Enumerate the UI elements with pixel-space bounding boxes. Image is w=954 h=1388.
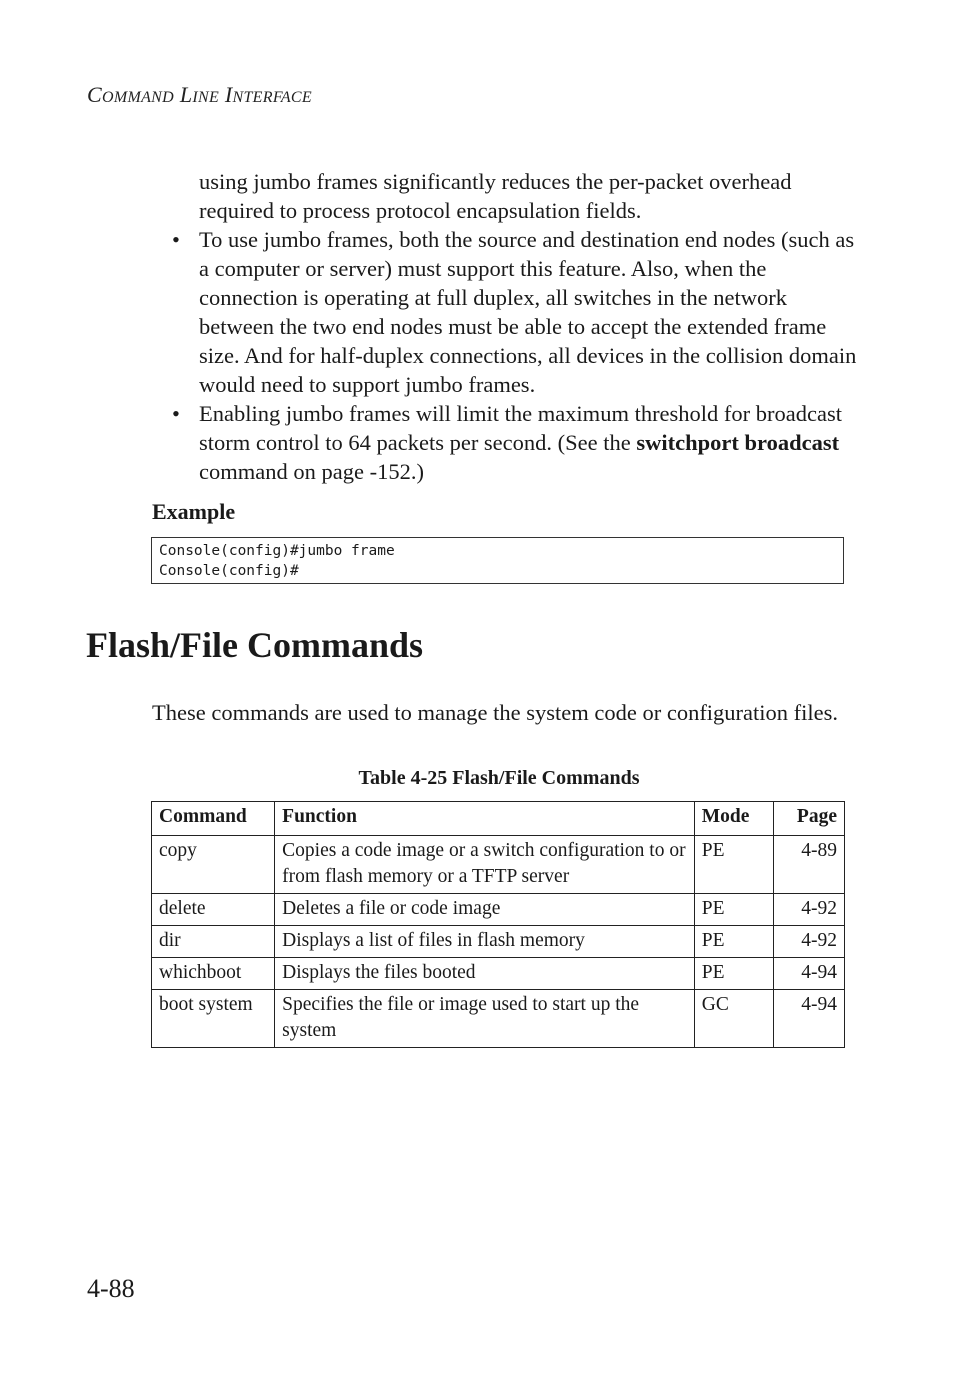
- page-cell: 4-94: [773, 958, 844, 990]
- header-initial: I: [224, 82, 233, 107]
- commands-table: [151, 801, 845, 1048]
- mode-cell: PE: [694, 836, 773, 894]
- command-cell: dir: [152, 926, 275, 958]
- function-cell: Displays the files booted: [275, 958, 695, 990]
- command-reference: switchport broadcast: [636, 430, 840, 455]
- table-header-row: [152, 802, 845, 836]
- bullet-text: command on page -152.): [199, 459, 424, 484]
- mode-cell: PE: [694, 958, 773, 990]
- table-row: [152, 894, 845, 926]
- command-cell: whichboot: [152, 958, 275, 990]
- table-row: [152, 958, 845, 990]
- header-smallcaps: NTERFACE: [232, 89, 312, 106]
- command-cell: boot system: [152, 990, 275, 1048]
- bullet-marker: •: [172, 401, 180, 426]
- mode-cell: PE: [694, 926, 773, 958]
- function-cell: Displays a list of files in flash memory: [275, 926, 695, 958]
- list-item: [170, 399, 860, 486]
- column-header: Command: [152, 802, 275, 836]
- list-item: [170, 225, 860, 399]
- header-initial: L: [179, 82, 193, 107]
- column-header: Function: [275, 802, 695, 836]
- page-cell: 4-92: [773, 894, 844, 926]
- column-header: Page: [773, 802, 844, 836]
- bullet-marker: •: [172, 227, 180, 252]
- example-heading: Example: [152, 499, 236, 524]
- page-cell: 4-94: [773, 990, 844, 1048]
- page-cell: 4-89: [773, 836, 844, 894]
- continuation-paragraph: using jumbo frames significantly reduces the per-packet overhead required to process protocol encapsulation fields.: [199, 169, 792, 223]
- section-intro: These commands are used to manage the system code or configuration files.: [152, 700, 839, 725]
- function-cell: Copies a code image or a switch configuration to or from flash memory or a TFTP server: [275, 836, 695, 894]
- running-header: [87, 82, 312, 108]
- command-cell: copy: [152, 836, 275, 894]
- section-title: Flash/File Commands: [86, 625, 424, 665]
- code-block: [151, 537, 844, 584]
- command-cell: delete: [152, 894, 275, 926]
- column-header: Mode: [694, 802, 773, 836]
- bullet-text: To use jumbo frames, both the source and destination end nodes (such as a computer or server) must support this feature. Also, when the connection is operating at full duplex, all switches in the network between the two end nodes must be able to accept the extended frame size. And for half-duplex connections, all devices in the collision domain would need to support jumbo frames.: [199, 227, 857, 397]
- bullet-list: [170, 225, 860, 486]
- mode-cell: GC: [694, 990, 773, 1048]
- code-line: Console(config)#: [159, 563, 299, 579]
- table-row: [152, 926, 845, 958]
- table-row: [152, 990, 845, 1048]
- page-number: 4-88: [87, 1274, 135, 1303]
- page-cell: 4-92: [773, 926, 844, 958]
- mode-cell: PE: [694, 894, 773, 926]
- bullet-text: Enabling jumbo frames will limit the maximum threshold for broadcast storm control to 64 packets per second. (See the: [199, 401, 842, 455]
- table-caption: Table 4-25 Flash/File Commands: [358, 767, 640, 789]
- header-smallcaps: INE: [192, 89, 220, 106]
- code-line: Console(config)#jumbo frame: [159, 543, 395, 559]
- function-cell: Deletes a file or code image: [275, 894, 695, 926]
- table-row: [152, 836, 845, 894]
- header-initial: C: [87, 82, 102, 107]
- function-cell: Specifies the file or image used to start up the system: [275, 990, 695, 1048]
- header-smallcaps: OMMAND: [101, 89, 174, 106]
